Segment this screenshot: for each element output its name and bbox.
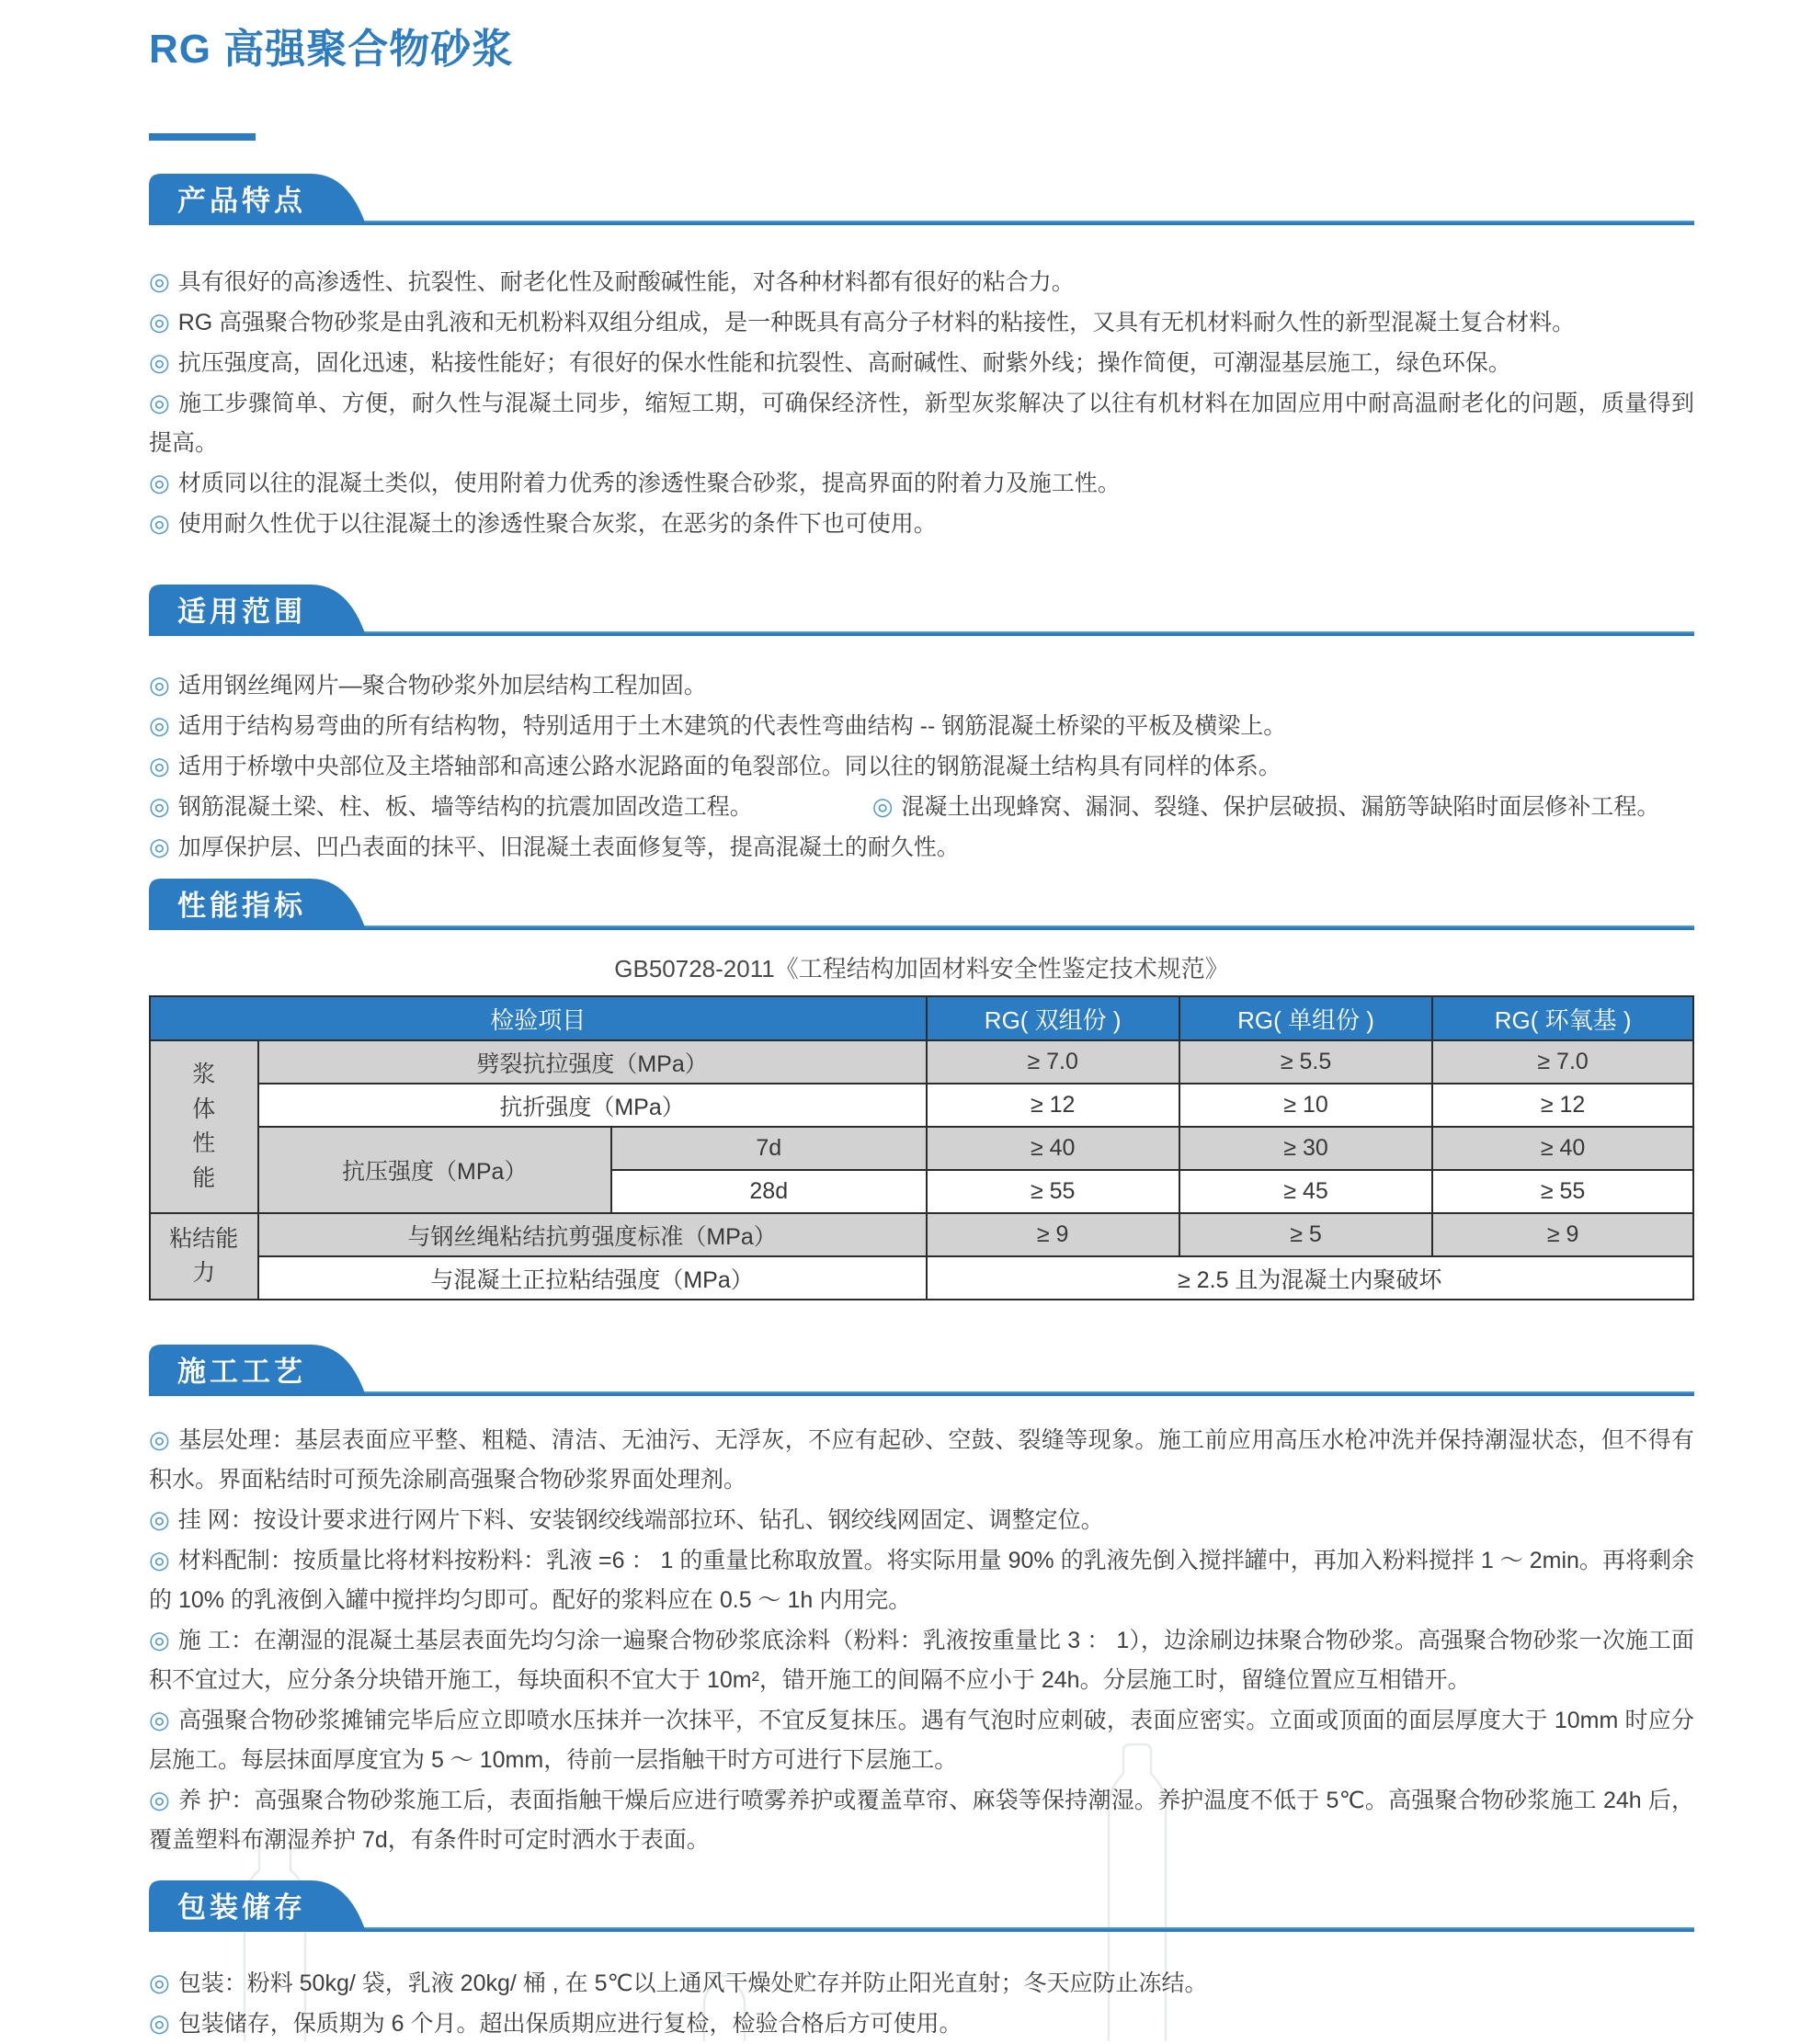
group-label: 粘结能力 [169,1225,239,1286]
cell-flexural-label: 抗折强度（MPa） [258,1084,927,1127]
section-rule [149,1927,1694,1932]
list-item [149,706,1694,746]
list-item [149,746,1694,787]
list-item [149,1500,1694,1540]
cell-compressive-7d: 7d [611,1127,927,1170]
group-label: 浆体性能 [192,1062,216,1191]
section-badge-features [149,174,368,225]
section-head-performance [149,879,1694,930]
list-item-text: 使用耐久性优于以往混凝土的渗透性聚合灰浆，在恶劣的条件下也可使用。 [177,511,937,537]
cell-split-tensile-rg1: ≥ 5.5 [1179,1040,1432,1084]
list-item-pair [149,787,1694,827]
cell-normal-bond-value: ≥ 2.5 且为混凝土内聚破坏 [927,1256,1693,1300]
cell-compressive-label: 抗压强度（MPa） [258,1127,611,1213]
list-item [149,504,1694,544]
cell-shear-epoxy: ≥ 9 [1432,1213,1693,1256]
list-item-text: 适用于桥墩中央部位及主塔轴部和高速公路水泥路面的龟裂部位。同以往的钢筋混凝土结构具有同样的体系。 [177,754,1281,779]
list-item-text: 适用于结构易弯曲的所有结构物，特别适用于土木建筑的代表性弯曲结构 -- 钢筋混凝土桥梁的平板及横梁上。 [177,713,1287,739]
list-item [149,1700,1694,1780]
section-rule [149,631,1694,636]
group-cell-bond [150,1213,258,1300]
cell-shear-rg2: ≥ 9 [927,1213,1179,1256]
section-rule [149,925,1694,930]
bullet-icon: ◎ [871,792,894,820]
cell-split-tensile-rg2: ≥ 7.0 [927,1040,1179,1084]
cell-flexural-rg1: ≥ 10 [1179,1084,1432,1127]
list-item-text: 材料配制：按质量比将材料按粉料：乳液 =6 ： 1 的重量比称取放置。将实际用量 90% 的乳液先倒入搅拌罐中，再加入粉料搅拌 1 ～ 2min。再将剩余的 10% 的乳液倒入罐中搅拌均匀即可。配好的浆料应在 0.5 ～ 1h 内用完。 [149,1548,1695,1613]
header-cell-item: 检验项目 [150,996,927,1040]
cell-shear-label: 与钢丝绳粘结抗剪强度标准（MPa） [258,1213,927,1256]
table-row [150,1213,1693,1256]
section-head-features [149,174,1694,225]
packaging-list [149,1963,1694,2044]
section-heading-performance: 性能指标 [177,889,306,922]
list-item [149,262,1694,302]
table-header-row [150,996,1693,1040]
bullet-icon: ◎ [149,509,170,537]
cell-compressive-28d-rg2: ≥ 55 [927,1170,1179,1213]
table-row [150,1127,1693,1170]
list-item-text: 包装储存，保质期为 6 个月。超出保质期应进行复检，检验合格后方可使用。 [177,2011,962,2037]
table-caption: GB50728-2011《工程结构加固材料安全性鉴定技术规范》 [614,955,1229,982]
list-item [149,463,1694,504]
page-title: RG 高强聚合物砂浆 [149,27,514,72]
cell-compressive-7d-rg1: ≥ 30 [1179,1127,1432,1170]
cell-compressive-28d-rg1: ≥ 45 [1179,1170,1432,1213]
bullet-icon: ◎ [149,1706,170,1733]
list-item-text: 养 护：高强聚合物砂浆施工后，表面指触干燥后应进行喷雾养护或覆盖草帘、麻袋等保持潮湿。养护温度不低于 5℃。高强聚合物砂浆施工 24h 后，覆盖塑料布潮湿养护 7d，有条件时可定时洒水于表面。 [149,1788,1695,1853]
section-heading-packaging: 包装储存 [177,1891,306,1924]
list-item-text: 施 工：在潮湿的混凝土基层表面先均匀涂一遍聚合物砂浆底涂料（粉料：乳液按重量比 3 ： 1），边涂刷边抹聚合物砂浆。高强聚合物砂浆一次施工面积不宜过大，应分条分块错开施工，每块面积不宜大于 10m²，错开施工的间隔不应小于 24h。分层施工时，留缝位置应互相错开。 [149,1628,1694,1693]
list-item [149,1620,1694,1700]
bullet-icon: ◎ [149,308,170,335]
list-item [149,383,1694,463]
section-head-scope [149,585,1694,636]
list-item-text: 具有很好的高渗透性、抗裂性、耐老化性及耐酸碱性能，对各种材料都有很好的粘合力。 [177,269,1075,295]
bullet-icon: ◎ [149,2009,170,2037]
bullet-icon: ◎ [149,833,170,860]
bullet-icon: ◎ [149,1425,171,1453]
bullet-icon: ◎ [149,1546,170,1573]
header-cell-rg1: RG( 单组份 ) [1179,996,1432,1040]
section-badge-process [149,1345,368,1396]
section-rule [149,1391,1694,1396]
list-item-text: 挂 网：按设计要求进行网片下料、安装钢绞线端部拉环、钻孔、钢绞线网固定、调整定位。 [177,1507,1104,1533]
cell-split-tensile-epoxy: ≥ 7.0 [1432,1040,1693,1084]
header-cell-rg2: RG( 双组份 ) [927,996,1179,1040]
section-heading-process: 施工工艺 [177,1355,306,1388]
bullet-icon: ◎ [149,711,170,739]
section-rule [149,221,1694,225]
cell-compressive-7d-epoxy: ≥ 40 [1432,1127,1693,1170]
cell-compressive-7d-rg2: ≥ 40 [927,1127,1179,1170]
table-row [150,1256,1693,1300]
bullet-icon: ◎ [149,1786,170,1813]
bullet-icon: ◎ [149,348,170,376]
list-item-text: RG 高强聚合物砂浆是由乳液和无机粉料双组分组成，是一种既具有高分子材料的粘接性，又具有无机材料耐久性的新型混凝土复合材料。 [177,310,1576,335]
section-head-packaging [149,1880,1694,1932]
bullet-icon: ◎ [149,469,170,496]
list-item [149,2004,1694,2044]
table-row [150,1040,1693,1084]
section-head-process [149,1345,1694,1396]
list-item-text: 适用钢丝绳网片—聚合物砂浆外加层结构工程加固。 [177,673,707,698]
bullet-icon: ◎ [149,752,170,779]
list-item [149,1540,1694,1620]
bullet-icon: ◎ [149,1626,170,1653]
bullet-icon: ◎ [149,267,170,295]
list-item [149,1780,1694,1860]
cell-compressive-28d: 28d [611,1170,927,1213]
list-item-text: 混凝土出现蜂窝、漏洞、裂缝、保护层破损、漏筋等缺陷时面层修补工程。 [901,794,1660,820]
title-accent-bar [149,133,256,141]
cell-split-tensile-label: 劈裂抗拉强度（MPa） [258,1040,927,1084]
process-list [149,1420,1694,1860]
section-heading-scope: 适用范围 [177,595,306,628]
performance-table [149,995,1694,1300]
list-item [149,665,1694,706]
group-cell-slurry [150,1040,258,1213]
bullet-icon: ◎ [149,389,171,416]
section-heading-features: 产品特点 [177,184,306,217]
cell-normal-bond-label: 与混凝土正拉粘结强度（MPa） [258,1256,927,1300]
cell-compressive-28d-epoxy: ≥ 55 [1432,1170,1693,1213]
section-badge-packaging [149,1880,368,1932]
list-item-text: 包装：粉料 50kg/ 袋，乳液 20kg/ 桶 , 在 5℃以上通风干燥处贮存并防止阳光直射；冬天应防止冻结。 [177,1970,1208,1996]
section-badge-scope [149,585,368,636]
features-list [149,262,1694,544]
list-item-text: 钢筋混凝土梁、柱、板、墙等结构的抗震加固改造工程。 [177,794,753,820]
content-column [149,0,1694,2044]
list-item-text: 基层处理：基层表面应平整、粗糙、清洁、无油污、无浮灰，不应有起砂、空鼓、裂缝等现象。施工前应用高压水枪冲洗并保持潮湿状态，但不得有积水。界面粘结时可预先涂刷高强聚合物砂浆界面处理剂。 [149,1427,1694,1493]
bullet-icon: ◎ [149,671,170,698]
list-item [149,302,1694,343]
scope-list [149,665,1694,868]
list-item [149,1420,1694,1500]
list-item-text: 加厚保护层、凹凸表面的抹平、旧混凝土表面修复等，提高混凝土的耐久性。 [177,835,960,860]
header-cell-epoxy: RG( 环氧基 ) [1432,996,1693,1040]
list-item [149,1963,1694,2004]
list-item-text: 高强聚合物砂浆摊铺完毕后应立即喷水压抹并一次抹平，不宜反复抹压。遇有气泡时应刺破，表面应密实。立面或顶面的面层厚度大于 10mm 时应分层施工。每层抹面厚度宜为 5 ～ 10mm，待前一层指触干时方可进行下层施工。 [149,1708,1694,1773]
bullet-icon: ◎ [149,1969,170,1996]
list-item-text: 材质同以往的混凝土类似，使用附着力优秀的渗透性聚合砂浆，提高界面的附着力及施工性。 [177,471,1121,496]
list-item [149,827,1694,868]
cell-flexural-epoxy: ≥ 12 [1432,1084,1693,1127]
table-row [150,1084,1693,1127]
cell-flexural-rg2: ≥ 12 [927,1084,1179,1127]
list-item [149,343,1694,383]
cell-shear-rg1: ≥ 5 [1179,1213,1432,1256]
list-item-text: 抗压强度高，固化迅速，粘接性能好；有很好的保水性能和抗裂性、高耐碱性、耐紫外线；操作简便，可潮湿基层施工，绿色环保。 [177,350,1511,376]
bullet-icon: ◎ [149,1505,170,1533]
bullet-icon: ◎ [149,792,170,820]
list-item-text: 施工步骤简单、方便，耐久性与混凝土同步，缩短工期，可确保经济性，新型灰浆解决了以往有机材料在加固应用中耐高温耐老化的问题，质量得到提高。 [149,391,1694,456]
section-badge-performance [149,879,368,930]
